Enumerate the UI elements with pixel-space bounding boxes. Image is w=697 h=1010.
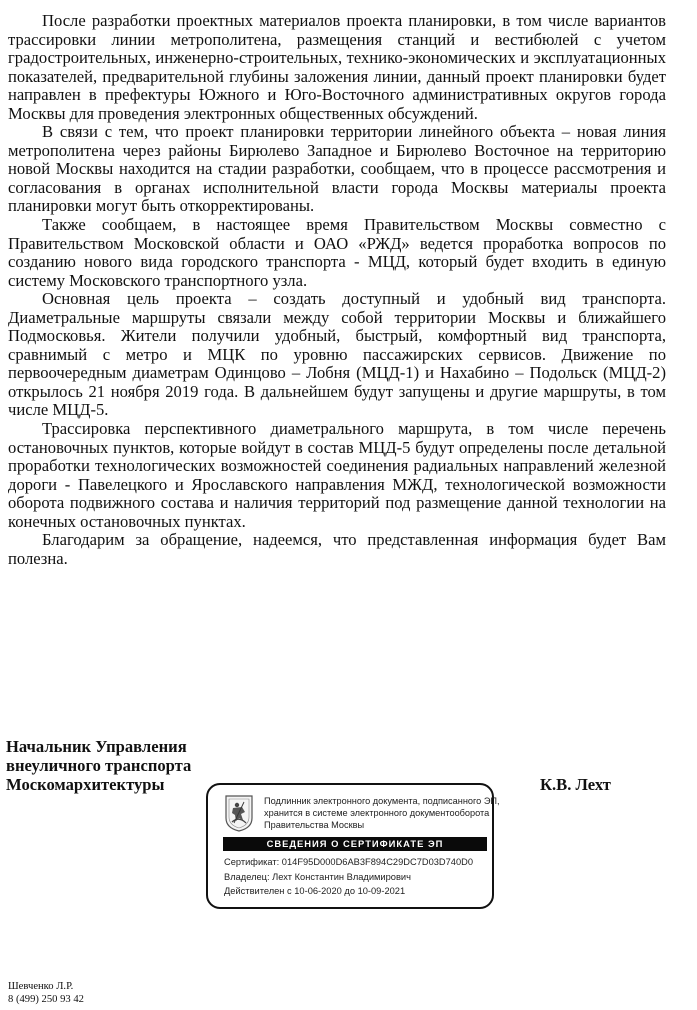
certificate-info-heading: СВЕДЕНИЯ О СЕРТИФИКАТЕ ЭП (223, 837, 487, 851)
paragraph: В связи с тем, что проект планировки территории линейного объекта – новая линия метрополитена через районы Бирюлево Западное и Бирюлево Восточное на территорию новой Москвы находится на стадии разработки, сообщаем, что в процессе рассмотрения и согласования в органах исполнительной власти города Москвы материалы проекта планировки могут быть откорректированы. (8, 122, 666, 216)
executor-name: Шевченко Л.Р. (8, 981, 74, 992)
signatory-position (6, 737, 191, 794)
signatory-position-line: Начальник Управления (6, 737, 187, 756)
paragraph: Также сообщаем, в настоящее время Правительством Москвы совместно с Правительством Московской области и ОАО «РЖД» ведется проработка вопросов по созданию нового вида городского транспорта - МЦД, который будет входить в единую систему Московского транспортного узла. (8, 215, 666, 290)
signatory-name: К.В. Лехт (540, 775, 611, 794)
certificate-validity: Действителен с 10-06-2020 до 10-09-2021 (224, 886, 406, 896)
signatory-position-line: Москомархитектуры (6, 775, 165, 794)
stamp-header-line: Правительства Москвы (264, 820, 365, 830)
executor-contact (8, 981, 84, 1006)
signatory-position-line: внеуличного транспорта (6, 756, 192, 775)
certificate-owner: Владелец: Лехт Константин Владимирович (224, 871, 411, 882)
paragraph: Основная цель проекта – создать доступный и удобный вид транспорта. Диаметральные маршруты связали между собой территории Москвы и ближайшего Подмосковья. Жители получили удобный, быстрый, комфортный вид транспорта, сравнимый с метро и МЦК по уровню пассажирских сервисов. Движение по первоочередным диаметрам Одинцово – Лобня (МЦД-1) и Нахабино – Подольск (МЦД-2) открылось 21 ноября 2019 года. В дальнейшем будут запущены и другие маршруты, в том числе МЦД-5. (8, 289, 666, 420)
electronic-signature-stamp (206, 783, 500, 909)
stamp-header (264, 795, 500, 831)
letter-body (8, 12, 666, 568)
moscow-coat-of-arms-icon (224, 794, 254, 832)
paragraph: Трассировка перспективного диаметрального маршрута, в том числе перечень остановочных пунктов, которые войдут в состав МЦД-5 будут определены после детальной проработки технологических возможностей соединения радиальных направлений железной дороги - Павелецкого и Ярославского направления МЖД, технологической возможности оборота подвижного состава и наличия территорий под размещение данной технологии на конечных остановочных пунктах. (8, 419, 666, 531)
certificate-number: Сертификат: 014F95D000D6AB3F894C29DC7D03D740D0 (224, 857, 474, 867)
stamp-header-line: Подлинник электронного документа, подписанного ЭП, (264, 796, 500, 806)
paragraph: Благодарим за обращение, надеемся, что представленная информация будет Вам полезна. (8, 530, 666, 568)
paragraph: После разработки проектных материалов проекта планировки, в том числе вариантов трассировки линии метрополитена, размещения станций и вестибюлей с учетом градостроительных, инженерно-строительных, технико-экономических и эксплуатационных показателей, предварительной глубины заложения линии, данный проект планировки будет направлен в префектуры Южного и Юго-Восточного административных округов города Москвы для проведения электронных общественных обсуждений. (8, 11, 666, 123)
executor-phone: 8 (499) 250 93 42 (8, 993, 84, 1005)
stamp-header-line: хранится в системе электронного документооборота (264, 808, 490, 818)
certificate-details (224, 855, 473, 899)
